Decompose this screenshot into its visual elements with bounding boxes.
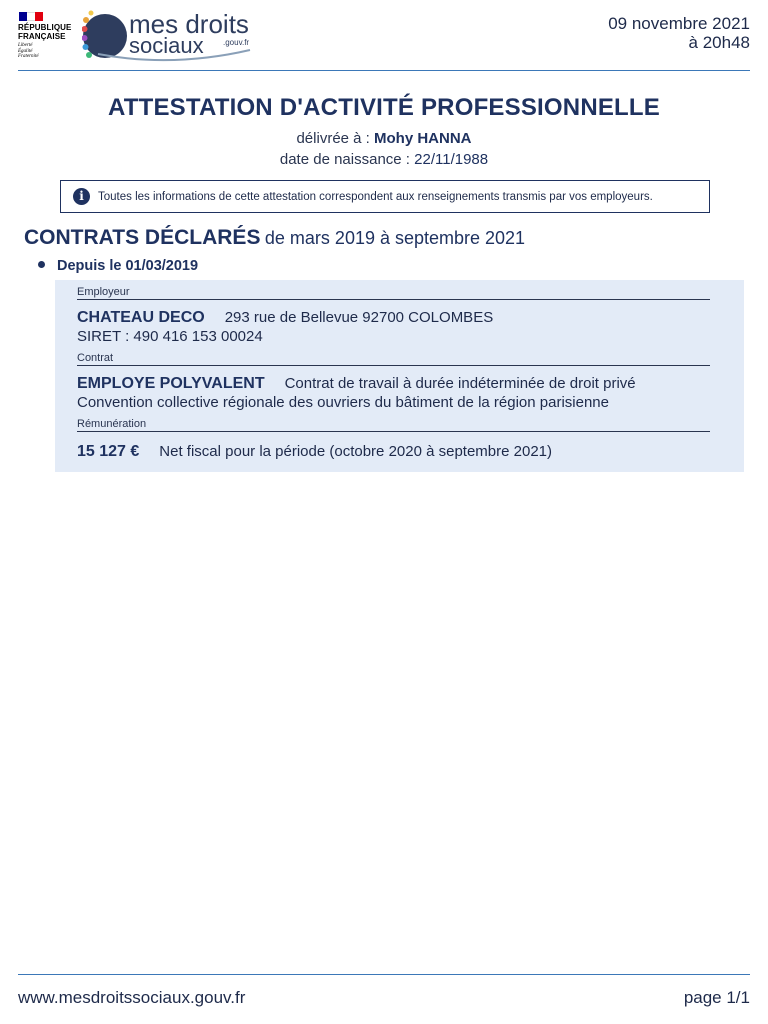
remuneration-line: [77, 443, 552, 461]
footer-url[interactable]: www.mesdroitssociaux.gouv.fr: [18, 988, 246, 1007]
footer-divider: [18, 974, 750, 975]
info-notice-text: Toutes les informations de cette attestation correspondent aux renseignements transmis par vos employeurs.: [98, 190, 653, 203]
contract-title: EMPLOYE POLYVALENT: [77, 375, 265, 392]
page-number: page 1/1: [683, 988, 750, 1007]
republique-francaise-logo: [18, 12, 78, 64]
info-icon: i: [73, 188, 90, 205]
mes-droits-sociaux-logo: [82, 10, 262, 62]
bullet-icon: [38, 261, 45, 268]
section-title: [24, 226, 525, 250]
contract-type: Contrat de travail à durée indéterminée de droit privé: [284, 375, 636, 392]
section-heading: CONTRATS DÉCLARÉS: [24, 226, 261, 249]
header-divider: [18, 70, 750, 71]
remuneration-amount: 15 127 €: [77, 443, 140, 460]
employer-address: 293 rue de Bellevue 92700 COLOMBES: [224, 309, 494, 326]
issue-datetime: [608, 14, 750, 52]
info-notice: [60, 180, 710, 213]
employer-name: CHATEAU DECO: [77, 309, 205, 326]
brand-line-1: mes droits: [129, 9, 249, 39]
employer-line: [77, 309, 493, 327]
collective-convention: Convention collective régionale des ouvriers du bâtiment de la région parisienne: [77, 394, 609, 411]
siret: SIRET : 490 416 153 00024: [77, 328, 263, 345]
remuneration-detail: Net fiscal pour la période (octobre 2020 à septembre 2021): [159, 443, 553, 460]
issued-to-name: Mohy HANNA: [374, 130, 472, 147]
republique-motto: Liberté Égalité Fraternité: [18, 43, 39, 59]
remuneration-label: Rémunération: [77, 418, 710, 432]
brand-domain: .gouv.fr: [223, 38, 250, 47]
employer-label: Employeur: [77, 286, 710, 300]
birthdate-label: date de naissance :: [279, 151, 410, 168]
issued-to-label: délivrée à :: [296, 130, 370, 147]
contract-card: [55, 280, 744, 472]
document-title: ATTESTATION D'ACTIVITÉ PROFESSIONNELLE: [108, 94, 660, 121]
marianne-flag-icon: [19, 12, 43, 21]
issue-time: à 20h48: [688, 33, 750, 52]
contract-since: [38, 258, 198, 274]
brand-line-2: sociaux: [129, 33, 204, 58]
since-label: Depuis le 01/03/2019: [57, 258, 199, 274]
issue-date: 09 novembre 2021: [608, 14, 750, 33]
republique-name: RÉPUBLIQUE FRANÇAISE: [18, 23, 72, 41]
section-period: de mars 2019 à septembre 2021: [264, 228, 526, 248]
birthdate-line: [0, 151, 768, 168]
issued-to-line: [0, 130, 768, 147]
contract-label: Contrat: [77, 352, 710, 366]
page-header: [18, 8, 750, 70]
birthdate-value: 22/11/1988: [414, 151, 489, 168]
contract-line: [77, 375, 636, 393]
